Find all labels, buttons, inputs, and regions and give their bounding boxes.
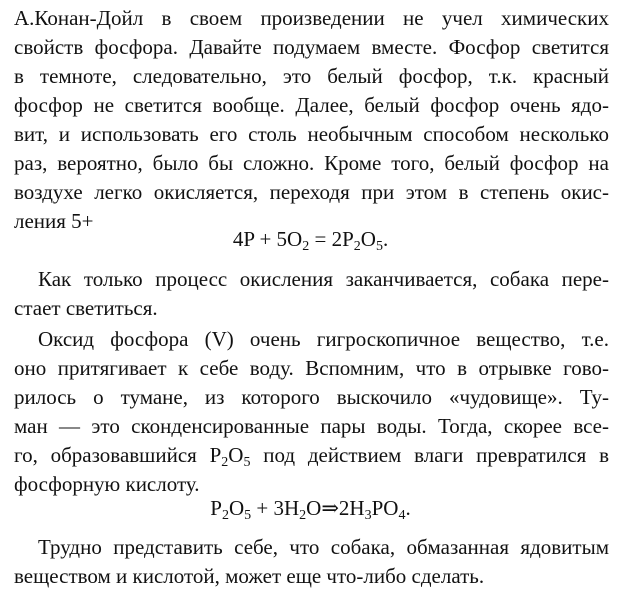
text-line: Как только процесс окисления заканчивается, собака пере- [38, 267, 609, 291]
oxidation-equation: $4P + 5O_2 = 2P_2O_5$. [232, 227, 389, 254]
text-line: воздухе легко окисляется, переходя при этом в степень окис- [14, 180, 609, 204]
text-line: ления 5+ [14, 209, 94, 233]
text-line: А.Конан-Дойл в своем произведении не учел химических [14, 6, 609, 30]
text-line: оно притягивает к себе воду. Вспомним, что в отрывке гово- [14, 356, 609, 380]
text-line: рилось о тумане, из которого выскочило «чудовище». Ту- [14, 385, 609, 409]
text-line: вит, и использовать его столь необычным способом несколько [14, 122, 609, 146]
text-line: веществом и кислотой, может еще что-либо сделать. [14, 564, 485, 588]
text-line: свойств фосфора. Давайте подумаем вместе. Фосфор светится [14, 35, 609, 59]
text-line: в темноте, следовательно, это белый фосфор, т.к. красный [14, 64, 609, 88]
text-line: Оксид фосфора (V) очень гигроскопичное вещество, т.е. [38, 327, 609, 351]
text-line: ман — это сконденсированные пары воды. Тогда, скорее все- [14, 414, 609, 438]
text-line: Трудно представить себе, что собака, обмазанная ядовитым [38, 535, 609, 559]
text-line: фосфор не светится вообще. Далее, белый фосфор очень ядо- [14, 93, 609, 117]
text-line: раз, вероятно, было бы сложно. Кроме того, белый фосфор на [14, 151, 609, 175]
text-line: го, образовавшийся $P_2O_5$ под действием влаги превратился в [14, 443, 609, 470]
acid-equation: $P_2O_5$ + $3H_2O\Rightarrow 2H_3PO_4$. [210, 496, 411, 523]
text-line: фосфорную кислоту. [14, 472, 200, 496]
text-line: стает светиться. [14, 296, 158, 320]
